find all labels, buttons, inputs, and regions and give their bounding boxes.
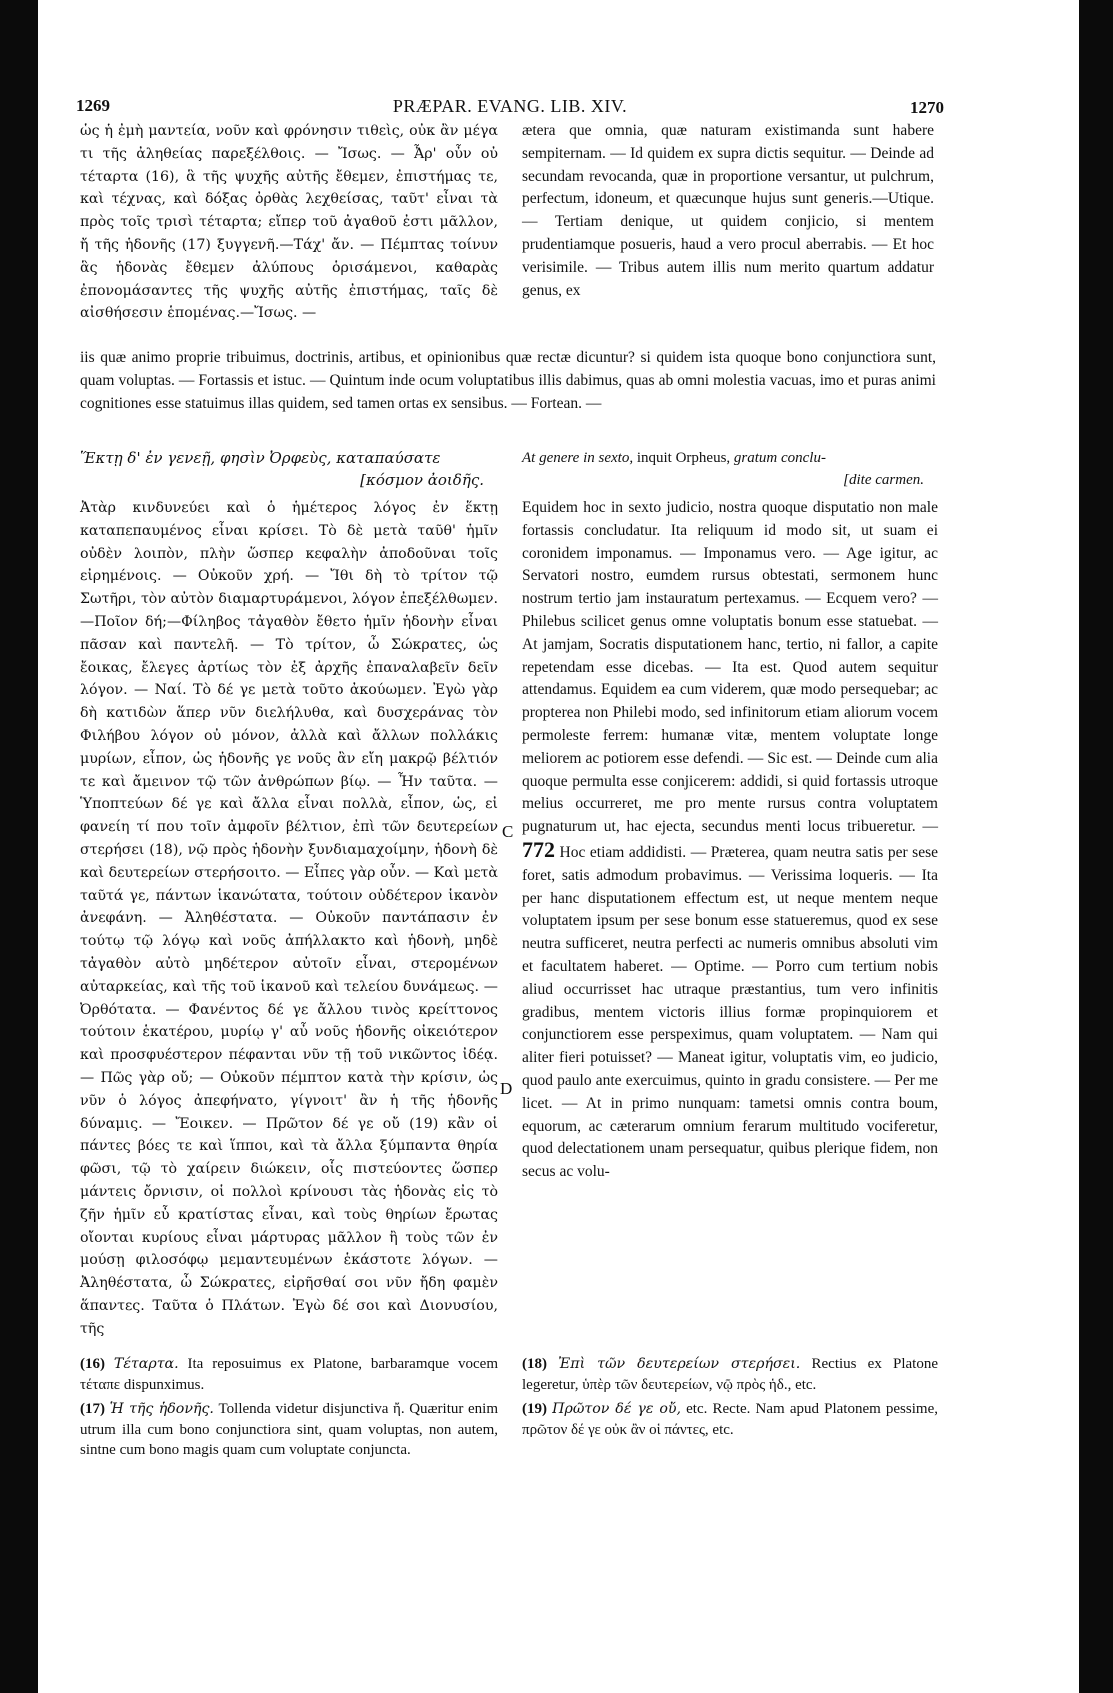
footnote-17 <box>80 1399 498 1461</box>
orpheus-verse-latin <box>522 447 938 493</box>
latin-main-part-2: Hoc etiam addidisti. — Præterea, quam neutra satis per sese foret, satis admodum probavimus. — Verissima loqueris. — Ita per hanc disputationem effectum est, ut neque mentem neque voluptatem ipsum per sese bonum esse statueremus, quod ex sese neutra sufficeret, neutra perfecti ac numeris omnibus absoluti vim et facultatem haberet. — Optime. — Porro cum tertium nobis aliud occurrisset hac utraque præstantius, tum vero infinitis gradibus, mentem victoris illius formæ propinquiorem et conjunctiorem esse perspeximus, quam voluptatem. — Nam qui aliter fieri potuisset? — Maneat igitur, voluptatis vim, eo judicio, quod paulo ante exercuimus, quinto in gradu consistere. — Per me licet. — At in primo nunquam: tametsi omnis contra boum, equorum, ac cæterarum omnium ferarum multitudo vociferetur, quod delectationem unam persequatur, quibus plerique fidem, non secus ac volu- <box>522 843 938 1181</box>
scan-edge-left <box>0 0 38 1693</box>
footnote-19 <box>522 1399 938 1440</box>
footnote-17-text: Tollenda videtur disjunctiva ἤ. Quæritur enim utrum illa cum bono conjunctiora sint, quam voluptas, non autem, sintne cum bono magis quam cum voluptate conjuncta. <box>80 1401 499 1458</box>
footnote-16-text: Ita reposuimus ex Platone, barbaramque vocem τέταπε dispunximus. <box>80 1356 498 1393</box>
scan-edge-right <box>1079 0 1113 1693</box>
footnote-17-lemma: Ἡ τῆς ἡδονῆς. <box>109 1401 214 1417</box>
page-number-right: 1270 <box>910 98 944 117</box>
footnotes-left <box>80 1354 498 1465</box>
latin-column-main <box>522 497 938 1340</box>
footnote-19-lemma: Πρῶτον δέ γε οὔ, <box>552 1401 682 1417</box>
orpheus-verse-greek <box>80 447 498 493</box>
running-title: PRÆPAR. EVANG. LIB. XIV. <box>392 96 628 116</box>
verse-latin-line-2: [dite carmen. <box>843 472 924 488</box>
footnote-16 <box>80 1354 498 1395</box>
footnote-18-number: (18) <box>522 1356 559 1372</box>
footnote-18-lemma: Ἐπὶ τῶν δευτερείων στερήσει. <box>558 1356 801 1372</box>
footnote-19-number: (19) <box>522 1401 553 1417</box>
latin-full-width-paragraph: iis quæ animo proprie tribuimus, doctrinis, artibus, et opinionibus quæ rectæ dicuntur? si quidem ista quoque bono conjunctiora sunt, quam voluptas. — Fortassis et istuc. — Quintum inde ocum voluptatibus illis dabimus, quas ab omni molestia vacuas, imo et puras animi cognitiones esse statuimus illas quidem, sed tamen ortas ex sensibus. — Fortean. — <box>80 349 936 412</box>
latin-main-part-1: Equidem hoc in sexto judicio, nostra quoque disputatio non male fortassis concludatur. Ita reliquum id modo sit, ut suam ei coronidem imponamus. — Imponamus vero. — Age igitur, ac Servatori nostro, eumdem rursus obtestati, sermonem hunc nostrum tertio jam instauratum pertexamus. — Ecquem vero? — Philebus scilicet genus omne voluptatis bonum esse statuebat. — At jamjam, Socratis disputationem hanc, tertio, ni fallor, a capite repetendam esse dicebas. — Ita est. Quod autem sequitur attendamus. Equidem ea cum viderem, quæ modo persequebar; ac propterea non Philebi modo, sed infinitorum etiam aliorum vocem permoleste ferrem: humanæ vitæ, mentem voluptate longe meliorem ac potiorem esse defendi. — Sic est. — Deinde cum alia quoque permulta esse conjicerem: addidi, si quid fortassis utroque melius occurreret, me pro mente rursus contra voluptatem pugnaturum ut, hac ejecta, secundus menti locus tribueretur. — <box>522 499 938 836</box>
verse-latin-roman: inquit Orpheus, <box>633 450 734 466</box>
verse-latin-italic-start: At genere in sexto, <box>522 450 634 466</box>
verse-latin-italic-end: gratum conclu- <box>733 450 826 466</box>
footnote-16-number: (16) <box>80 1356 114 1372</box>
page-number-left: 1269 <box>76 96 110 115</box>
footnote-19-text: etc. Recte. Nam apud Platonem pessime, πρῶτον δέ γε οὐκ ἂν οἱ πάντες, etc. <box>522 1401 938 1438</box>
margin-letter-d: D <box>500 1079 513 1098</box>
verse-latin-line-1 <box>522 447 938 469</box>
page-header <box>76 96 944 122</box>
footnote-18 <box>522 1354 938 1395</box>
verse-greek-line-2: [κόσμον ἀοιδῆς. <box>360 471 484 489</box>
footnotes-right <box>522 1354 938 1444</box>
greek-column-top: ὡς ἡ ἐμὴ μαντεία, νοῦν καὶ φρόνησιν τιθεὶς, οὐκ ἂν μέγα τι τῆς ἀληθείας παρεξέλθοις. — Ἴσως. — Ἆρ' οὖν οὐ τέταρτα (16), ἃ τῆς ψυχῆς αὐτῆς ἔθεμεν, ἐπιστήμας τε, καὶ τέχνας, καὶ δόξας ὀρθὰς λεχθείσας, ταῦτ' εἶναι τὰ πρὸς τοῖς τρισὶ τέταρτα; εἴπερ τοῦ ἀγαθοῦ ἐστι μᾶλλον, ἤ τῆς ἡδονῆς (17) ξυγγενῆ.—Τάχ' ἄν. — Πέμπτας τοίνυν ἃς ἡδονὰς ἔθεμεν ἀλύπους ὁρισάμενοι, καθαρὰς ἐπονομάσαντες τῆς ψυχῆς αὐτῆς ἐπιστήμας, ταῖς δὲ αἰσθήσεσιν ἑπομένας.—Ἴσως. — <box>80 123 498 322</box>
marginal-page-number: 772 <box>522 836 555 862</box>
footnote-18-text: Rectius ex Platone legeretur, ὑπὲρ τῶν δευτερείων, νῷ πρὸς ἡδ., etc. <box>522 1356 938 1393</box>
latin-column-top: ætera que omnia, quæ naturam existimanda sunt habere sempiternam. — Id quidem ex supra dictis sequitur. — Deinde ad secundam revocanda, quæ in proportione versantur, ut pulchrum, perfectum, idoneum, et quæcunque hujus sunt generis.—Utique. — Tertiam denique, ut quidem conjicio, si mentem prudentiamque posueris, haud a vero procul aberrabis. — Et hoc verisimile. — Tribus autem illis num merito quartum addatur genus, ex <box>522 122 934 299</box>
greek-column-main: Ἀτὰρ κινδυνεύει καὶ ὁ ἡμέτερος λόγος ἐν ἕκτῃ καταπεπαυμένος εἶναι κρίσει. Τὸ δὲ μετὰ ταῦθ' ἡμῖν οὐδὲν λοιπὸν, πλὴν ὥσπερ κεφαλὴν ἀποδοῦναι τοῖς εἰρημένοις. — Οὐκοῦν χρή. — Ἴθι δὴ τὸ τρίτον τῷ Σωτῆρι, τὸν αὐτὸν διαμαρτυράμενοι, λόγον ἐπεξέλθωμεν.—Ποῖον δή;—Φίληβος τἀγαθὸν ἔθετο ἡμῖν ἡδονὴν εἶναι πᾶσαν καὶ παντελῆ. — Τὸ τρίτον, ὦ Σώκρατες, ὡς ἔοικας, ἔλεγες ἀρτίως τὸν ἐξ ἀρχῆς ἐπαναλαβεῖν δεῖν λόγον. — Ναί. Τὸ δέ γε μετὰ τοῦτο ἀκούωμεν. Ἐγὼ γὰρ δὴ κατιδὼν ἅπερ νῦν διελήλυθα, καὶ δυσχεράνας τὸν Φιλήβου λόγον οὐ μόνον, ἀλλὰ καὶ ἄλλων πολλάκις μυρίων, εἶπον, ὡς ἡδονῆς γε νοῦς ἂν εἴη μακρῷ βέλτιόν τε καὶ ἄμεινον τῷ τῶν ἀνθρώπων βίῳ. — Ἦν ταῦτα. — Ὑποπτεύων δέ γε καὶ ἄλλα εἶναι πολλὰ, εἶπον, ὡς, εἰ φανείη τί που τοῖν ἀμφοῖν βέλτιον, ἐπὶ τῶν δευτερείων στερήσει (18), νῷ πρὸς ἡδονὴν ξυνδιαμαχοίμην, ἡδονὴ δὲ καὶ δευτερείων στερήσοιτο. — Εἶπες γὰρ οὖν. — Καὶ μετὰ ταῦτά γε, πάντων ἱκανώτατα, τούτοιν οὐδέτερον ἱκανὸν ἀνεφάνη. — Ἀληθέστατα. — Οὐκοῦν παντάπασιν ἐν τούτῳ τῷ λόγῳ καὶ νοῦς ἀπήλλακτο καὶ ἡδονὴ, μηδὲ τἀγαθὸν αὐτὸ μηδέτερον αὐτοῖν εἶναι, στερομένων αὐταρκείας, καὶ τῆς τοῦ ἱκανοῦ καὶ τελείου δυνάμεως. — Ὀρθότατα. — Φανέντος δέ γε ἄλλου τινὸς κρείττονος τούτοιν ἑκατέρου, μυρίῳ γ' αὖ νοῦς ἡδονῆς οἰκειότερον καὶ προσφυέστερον πέφανται νῦν τῇ τοῦ νικῶντος ἰδέᾳ. — Πῶς γὰρ οὔ; — Οὐκοῦν πέμπτον κατὰ τὴν κρίσιν, ὡς νῦν ὁ λόγος ἀπεφήνατο, γίγνοιτ' ἂν ἡ τῆς ἡδονῆς δύναμις. — Ἔοικεν. — Πρῶτον δέ γε οὔ (19) κἂν οἱ πάντες βόες τε καὶ ἵπποι, καὶ τὰ ἄλλα ξύμπαντα θηρία φῶσι, τῷ τὸ χαίρειν διώκειν, οἷς πιστεύοντες ὥσπερ μάντεις ὄρνισιν, οἱ πολλοὶ κρίνουσι τὰς ἡδονὰς εἰς τὸ ζῆν ἡμῖν εὖ κρατίστας εἶναι, καὶ τοὺς θηρίων ἔρωτας οἴονται κυρίους εἶναι μάρτυρας μᾶλλον ἢ τοὺς τῶν ἐν μούσῃ φιλοσόφῳ μεμαντευμένων ἑκάστοτε λόγων. — Ἀληθέστατα, ὦ Σώκρατες, εἰρῆσθαί σοι νῦν ἤδη φαμὲν ἅπαντες. Ταῦτα ὁ Πλάτων. Ἐγὼ δέ σοι καὶ Διονυσίου, τῆς <box>80 500 498 1337</box>
verse-greek-line-1: Ἕκτῃ δ' ἐν γενεῇ, φησὶν Ὀρφεὺς, καταπαύσατε <box>80 449 441 467</box>
footnote-16-lemma: Τέταρτα. <box>113 1356 179 1372</box>
footnote-17-number: (17) <box>80 1401 110 1417</box>
margin-letter-c: C <box>502 822 514 841</box>
